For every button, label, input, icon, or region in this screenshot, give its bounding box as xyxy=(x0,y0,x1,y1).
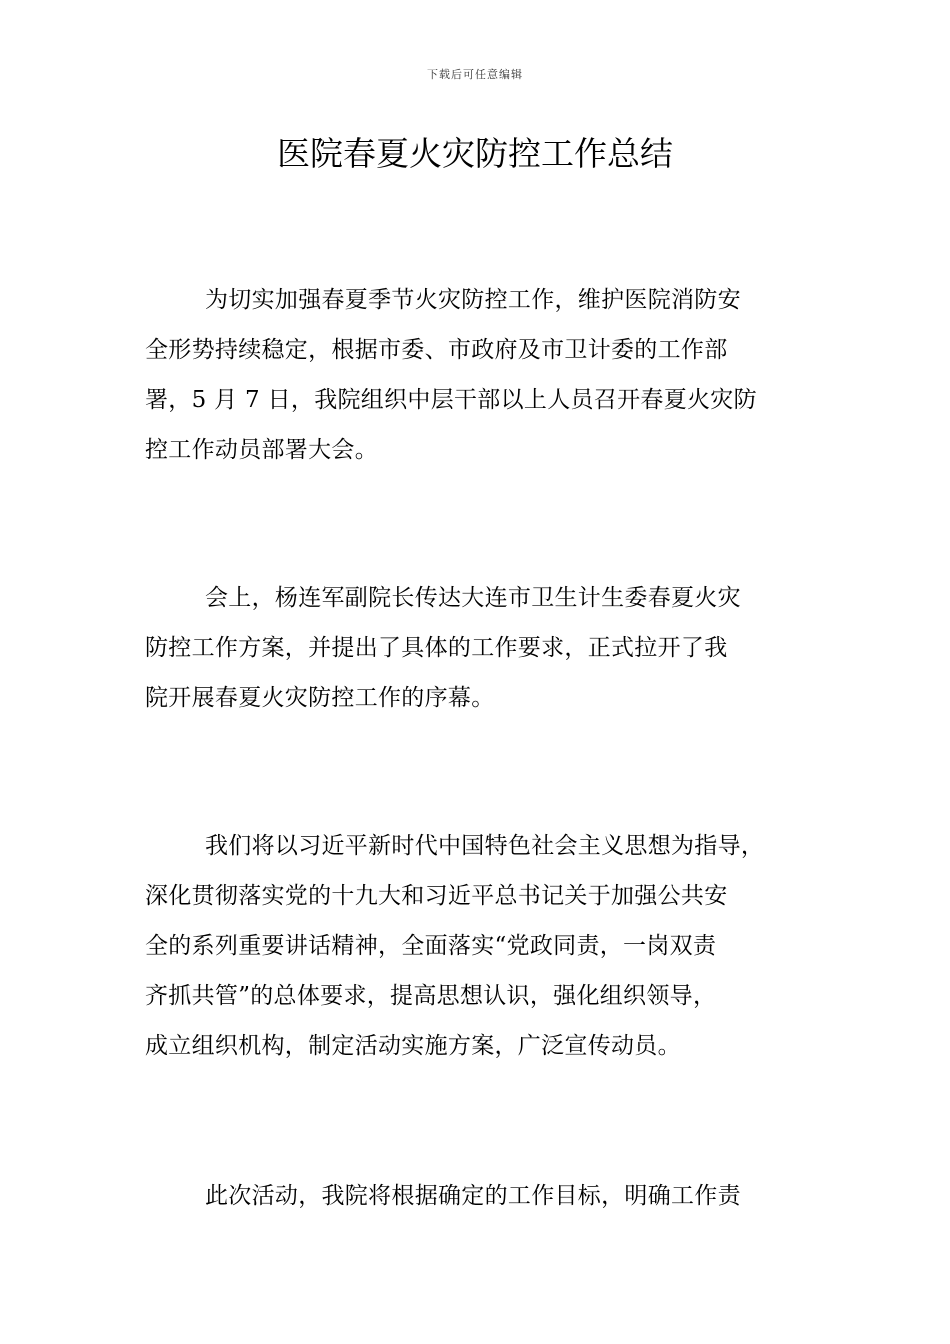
paragraph-line: 齐抓共管”的总体要求，提高思想认识，强化组织领导， xyxy=(145,983,717,1009)
header-note: 下载后可任意编辑 xyxy=(427,68,523,81)
paragraph-line: 防控工作方案，并提出了具体的工作要求，正式拉开了我 xyxy=(145,635,728,661)
paragraph-line: 深化贯彻落实党的十九大和习近平总书记关于加强公共安 xyxy=(145,883,728,909)
paragraph-line: 会上，杨连军副院长传达大连市卫生计生委春夏火灾 xyxy=(205,585,741,611)
paragraph-line: 成立组织机构，制定活动实施方案，广泛宣传动员。 xyxy=(145,1033,681,1059)
document-title: 医院春夏火灾防控工作总结 xyxy=(277,134,673,173)
paragraph-line: 此次活动，我院将根据确定的工作目标，明确工作责 xyxy=(205,1183,741,1209)
paragraph-line: 署，5 月 7 日，我院组织中层干部以上人员召开春夏火灾防 xyxy=(145,387,757,413)
paragraph-line: 全的系列重要讲话精神，全面落实“党政同责，一岗双责 xyxy=(145,933,717,959)
paragraph-line: 控工作动员部署大会。 xyxy=(145,437,378,463)
paragraph-line: 为切实加强春夏季节火灾防控工作，维护医院消防安 xyxy=(205,287,741,313)
paragraph-line: 全形势持续稳定，根据市委、市政府及市卫计委的工作部 xyxy=(145,337,728,363)
paragraph-line: 我们将以习近平新时代中国特色社会主义思想为指导， xyxy=(205,833,765,859)
paragraph-line: 院开展春夏火灾防控工作的序幕。 xyxy=(145,685,495,711)
